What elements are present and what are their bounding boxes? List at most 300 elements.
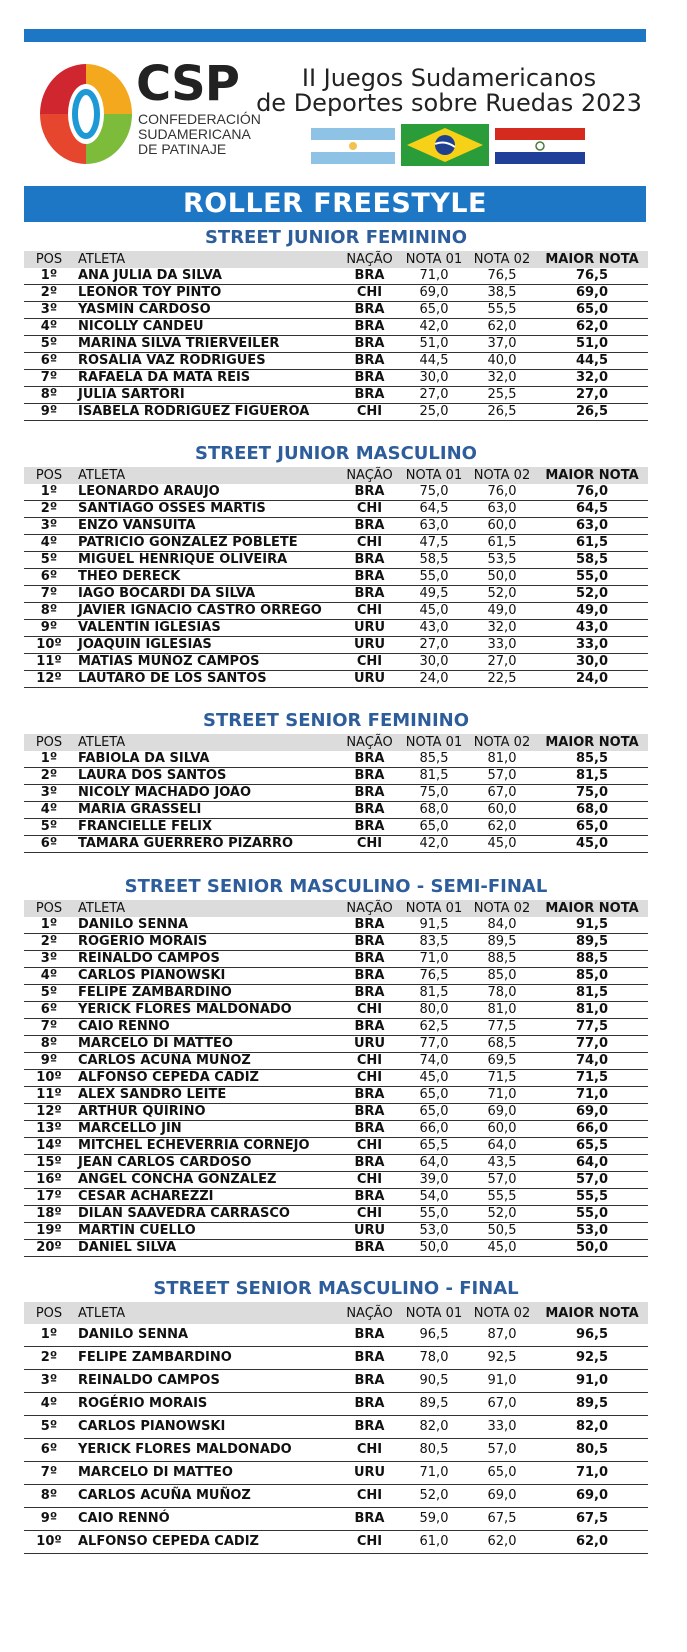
table-row — [24, 1189, 648, 1206]
score2-cell: 43,5 — [468, 1155, 536, 1172]
athlete-name-cell: PATRICIO GONZALEZ POBLETE — [74, 535, 339, 552]
results-table — [24, 734, 648, 853]
max-score-cell: 53,0 — [536, 1223, 648, 1240]
score1-cell: 59,0 — [400, 1508, 468, 1531]
athlete-name-cell: ROGÉRIO MORAIS — [74, 934, 339, 951]
position-cell: 8º — [24, 603, 74, 620]
max-score-cell: 66,0 — [536, 1121, 648, 1138]
position-cell: 3º — [24, 951, 74, 968]
athlete-name-cell: REINALDO CAMPOS — [74, 951, 339, 968]
header-score1: NOTA 01 — [405, 252, 463, 267]
score1-cell: 47,5 — [400, 535, 468, 552]
athlete-name-cell: CARLOS PIANOWSKI — [74, 1416, 339, 1439]
max-score-cell: 76,5 — [536, 268, 648, 285]
score2-cell: 55,5 — [468, 1189, 536, 1206]
paraguay-flag-icon — [495, 128, 585, 164]
nation-cell: BRA — [339, 934, 400, 951]
header-max-score: MAIOR NOTA — [545, 1305, 639, 1321]
position-cell: 10º — [24, 637, 74, 654]
header-score2: NOTA 02 — [473, 735, 531, 750]
position-cell: 2º — [24, 285, 74, 302]
score1-cell: 25,0 — [400, 404, 468, 421]
table-row — [24, 1036, 648, 1053]
nation-cell: CHI — [339, 1002, 400, 1019]
header-max-score: MAIOR NOTA — [545, 252, 639, 267]
athlete-name-cell: JOAQUIN IGLESIAS — [74, 637, 339, 654]
header-score2: NOTA 02 — [473, 468, 531, 483]
score2-cell: 81,0 — [468, 1002, 536, 1019]
max-score-cell: 71,0 — [536, 1087, 648, 1104]
nation-cell: BRA — [339, 1155, 400, 1172]
position-cell: 18º — [24, 1206, 74, 1223]
score2-cell: 33,0 — [468, 1416, 536, 1439]
max-score-cell: 67,5 — [536, 1508, 648, 1531]
position-cell: 4º — [24, 802, 74, 819]
nation-cell: BRA — [339, 336, 400, 353]
athlete-name-cell: CAIO RENNÓ — [74, 1019, 339, 1036]
score1-cell: 55,0 — [400, 1206, 468, 1223]
max-score-cell: 81,5 — [536, 768, 648, 785]
athlete-name-cell: FELIPE ZAMBARDINO — [74, 1347, 339, 1370]
score1-cell: 82,0 — [400, 1416, 468, 1439]
position-cell: 7º — [24, 1462, 74, 1485]
score2-cell: 32,0 — [468, 620, 536, 637]
table-row — [24, 1416, 648, 1439]
athlete-name-cell: MARCELLO JIN — [74, 1121, 339, 1138]
header-athlete: ATLETA — [78, 1305, 126, 1321]
nation-cell: BRA — [339, 917, 400, 934]
score2-cell: 55,5 — [468, 302, 536, 319]
athlete-name-cell: DANILO SENNA — [74, 917, 339, 934]
score2-cell: 91,0 — [468, 1370, 536, 1393]
category-title: STREET JUNIOR MASCULINO — [195, 443, 477, 464]
max-score-cell: 75,0 — [536, 785, 648, 802]
score1-cell: 55,0 — [400, 569, 468, 586]
table-row — [24, 671, 648, 688]
nation-cell: CHI — [339, 1053, 400, 1070]
table-row — [24, 985, 648, 1002]
athlete-name-cell: LAUTARO DE LOS SANTOS — [74, 671, 339, 688]
nation-cell: BRA — [339, 1240, 400, 1257]
score2-cell: 87,0 — [468, 1324, 536, 1347]
athlete-name-cell: MATIAS MUÑOZ CAMPOS — [74, 654, 339, 671]
nation-cell: CHI — [339, 285, 400, 302]
position-cell: 4º — [24, 319, 74, 336]
table-row — [24, 586, 648, 603]
score2-cell: 50,5 — [468, 1223, 536, 1240]
score1-cell: 81,5 — [400, 768, 468, 785]
header-athlete: ATLETA — [78, 468, 126, 483]
table-row — [24, 1439, 648, 1462]
position-cell: 6º — [24, 353, 74, 370]
header-athlete: ATLETA — [78, 901, 126, 916]
position-cell: 4º — [24, 1393, 74, 1416]
header-max-score: MAIOR NOTA — [545, 735, 639, 750]
csp-abbreviation: CSP — [136, 56, 239, 112]
position-cell: 12º — [24, 671, 74, 688]
athlete-name-cell: CARLOS PIANOWSKI — [74, 968, 339, 985]
score1-cell: 65,0 — [400, 1087, 468, 1104]
category-senior-masculino-final — [24, 1276, 648, 1554]
nation-cell: BRA — [339, 319, 400, 336]
athlete-name-cell: ARTHUR QUIRINO — [74, 1104, 339, 1121]
header-pos: POS — [35, 1305, 63, 1321]
score2-cell: 61,5 — [468, 535, 536, 552]
nation-cell: CHI — [339, 1206, 400, 1223]
position-cell: 12º — [24, 1104, 74, 1121]
nation-cell: BRA — [339, 785, 400, 802]
header-nation: NAÇÃO — [346, 735, 393, 750]
table-row — [24, 552, 648, 569]
position-cell: 9º — [24, 404, 74, 421]
nation-cell: BRA — [339, 518, 400, 535]
nation-cell: BRA — [339, 484, 400, 501]
csp-logo-icon — [36, 58, 136, 166]
score2-cell: 22,5 — [468, 671, 536, 688]
score1-cell: 71,0 — [400, 1462, 468, 1485]
event-header — [24, 50, 646, 170]
header-score2: NOTA 02 — [473, 252, 531, 267]
nation-cell: BRA — [339, 1508, 400, 1531]
position-cell: 13º — [24, 1121, 74, 1138]
table-row — [24, 1172, 648, 1189]
max-score-cell: 24,0 — [536, 671, 648, 688]
header-athlete: ATLETA — [78, 735, 126, 750]
nation-cell: CHI — [339, 603, 400, 620]
position-cell: 2º — [24, 501, 74, 518]
score2-cell: 45,0 — [468, 1240, 536, 1257]
table-header-row — [24, 1302, 648, 1324]
athlete-name-cell: MITCHEL ECHEVERRIA CORNEJO — [74, 1138, 339, 1155]
category-title: STREET SENIOR FEMININO — [202, 710, 470, 731]
max-score-cell: 30,0 — [536, 654, 648, 671]
score2-cell: 89,5 — [468, 934, 536, 951]
position-cell: 16º — [24, 1172, 74, 1189]
score2-cell: 60,0 — [468, 518, 536, 535]
nation-cell: BRA — [339, 802, 400, 819]
table-row — [24, 836, 648, 853]
athlete-name-cell: CESAR ACHAREZZI — [74, 1189, 339, 1206]
nation-cell: BRA — [339, 968, 400, 985]
header-score2: NOTA 02 — [473, 1305, 531, 1321]
table-row — [24, 518, 648, 535]
table-row — [24, 802, 648, 819]
athlete-name-cell: JEAN CARLOS CARDOSO — [74, 1155, 339, 1172]
position-cell: 10º — [24, 1531, 74, 1554]
score1-cell: 68,0 — [400, 802, 468, 819]
header-pos: POS — [35, 901, 63, 916]
nation-cell: CHI — [339, 1070, 400, 1087]
max-score-cell: 57,0 — [536, 1172, 648, 1189]
score2-cell: 57,0 — [468, 1439, 536, 1462]
athlete-name-cell: RAFAELA DA MATA REIS — [74, 370, 339, 387]
nation-cell: URU — [339, 1036, 400, 1053]
athlete-name-cell: ALFONSO CEPEDA CADIZ — [74, 1070, 339, 1087]
athlete-name-cell: YERICK FLORES MALDONADO — [74, 1439, 339, 1462]
score1-cell: 74,0 — [400, 1053, 468, 1070]
category-junior-masculino — [24, 441, 648, 688]
position-cell: 1º — [24, 484, 74, 501]
table-row — [24, 1393, 648, 1416]
score2-cell: 38,5 — [468, 285, 536, 302]
max-score-cell: 81,0 — [536, 1002, 648, 1019]
nation-cell: URU — [339, 1223, 400, 1240]
score1-cell: 65,5 — [400, 1138, 468, 1155]
score2-cell: 49,0 — [468, 603, 536, 620]
max-score-cell: 77,0 — [536, 1036, 648, 1053]
position-cell: 2º — [24, 934, 74, 951]
table-header-row — [24, 900, 648, 917]
table-row — [24, 1087, 648, 1104]
table-row — [24, 501, 648, 518]
score1-cell: 65,0 — [400, 302, 468, 319]
athlete-name-cell: DANILO SENNA — [74, 1324, 339, 1347]
score2-cell: 64,0 — [468, 1138, 536, 1155]
header-nation: NAÇÃO — [346, 1305, 393, 1321]
athlete-name-cell: ISABELA RODRIGUEZ FIGUEROA — [74, 404, 339, 421]
score1-cell: 27,0 — [400, 637, 468, 654]
athlete-name-cell: NICOLLY CANDEU — [74, 319, 339, 336]
table-row — [24, 1508, 648, 1531]
category-title: STREET JUNIOR FEMININO — [204, 227, 468, 248]
nation-cell: BRA — [339, 819, 400, 836]
table-row — [24, 370, 648, 387]
category-title: STREET SENIOR MASCULINO - FINAL — [153, 1278, 519, 1299]
table-row — [24, 1019, 648, 1036]
score2-cell: 50,0 — [468, 569, 536, 586]
header-max-score: MAIOR NOTA — [545, 468, 639, 483]
max-score-cell: 91,5 — [536, 917, 648, 934]
score1-cell: 69,0 — [400, 285, 468, 302]
table-row — [24, 484, 648, 501]
nation-cell: CHI — [339, 501, 400, 518]
max-score-cell: 65,0 — [536, 819, 648, 836]
position-cell: 1º — [24, 917, 74, 934]
score1-cell: 30,0 — [400, 654, 468, 671]
athlete-name-cell: SANTIAGO OSSES MARTIS — [74, 501, 339, 518]
header-pos: POS — [35, 252, 63, 267]
table-row — [24, 751, 648, 768]
table-row — [24, 1531, 648, 1554]
athlete-name-cell: ALEX SANDRO LEITE — [74, 1087, 339, 1104]
athlete-name-cell: MARTIN CUELLO — [74, 1223, 339, 1240]
header-score1: NOTA 01 — [405, 468, 463, 483]
table-row — [24, 934, 648, 951]
position-cell: 5º — [24, 1416, 74, 1439]
athlete-name-cell: CAIO RENNÓ — [74, 1508, 339, 1531]
confederation-name: CONFEDERACIÓN SUDAMERICANA DE PATINAJE — [138, 111, 261, 157]
athlete-name-cell: LEONARDO ARAÚJO — [74, 484, 339, 501]
athlete-name-cell: FELIPE ZAMBARDINO — [74, 985, 339, 1002]
max-score-cell: 64,0 — [536, 1155, 648, 1172]
score1-cell: 49,5 — [400, 586, 468, 603]
max-score-cell: 49,0 — [536, 603, 648, 620]
position-cell: 3º — [24, 302, 74, 319]
nation-cell: URU — [339, 1462, 400, 1485]
score2-cell: 57,0 — [468, 768, 536, 785]
score2-cell: 63,0 — [468, 501, 536, 518]
athlete-name-cell: REINALDO CAMPOS — [74, 1370, 339, 1393]
position-cell: 5º — [24, 552, 74, 569]
position-cell: 6º — [24, 569, 74, 586]
position-cell: 15º — [24, 1155, 74, 1172]
header-score1: NOTA 01 — [405, 1305, 463, 1321]
nation-cell: BRA — [339, 1347, 400, 1370]
table-row — [24, 768, 648, 785]
position-cell: 9º — [24, 620, 74, 637]
header-max-score: MAIOR NOTA — [545, 901, 639, 916]
table-row — [24, 785, 648, 802]
athlete-name-cell: CARLOS ACUÑA MUÑOZ — [74, 1485, 339, 1508]
position-cell: 8º — [24, 1485, 74, 1508]
score1-cell: 30,0 — [400, 370, 468, 387]
nation-cell: BRA — [339, 985, 400, 1002]
nation-cell: CHI — [339, 654, 400, 671]
score1-cell: 44,5 — [400, 353, 468, 370]
max-score-cell: 27,0 — [536, 387, 648, 404]
header-nation: NAÇÃO — [346, 901, 393, 916]
position-cell: 14º — [24, 1138, 74, 1155]
score1-cell: 80,5 — [400, 1439, 468, 1462]
nation-cell: BRA — [339, 302, 400, 319]
score1-cell: 53,0 — [400, 1223, 468, 1240]
table-row — [24, 1002, 648, 1019]
score1-cell: 39,0 — [400, 1172, 468, 1189]
score2-cell: 76,5 — [468, 268, 536, 285]
athlete-name-cell: LEONOR TOY PINTO — [74, 285, 339, 302]
table-row — [24, 404, 648, 421]
position-cell: 11º — [24, 654, 74, 671]
header-score1: NOTA 01 — [405, 901, 463, 916]
header-score2: NOTA 02 — [473, 901, 531, 916]
score2-cell: 84,0 — [468, 917, 536, 934]
athlete-name-cell: ENZO VANSUITA — [74, 518, 339, 535]
position-cell: 3º — [24, 785, 74, 802]
table-row — [24, 603, 648, 620]
table-row — [24, 387, 648, 404]
position-cell: 2º — [24, 1347, 74, 1370]
table-row — [24, 968, 648, 985]
position-cell: 3º — [24, 518, 74, 535]
score1-cell: 42,0 — [400, 836, 468, 853]
score1-cell: 24,0 — [400, 671, 468, 688]
table-row — [24, 620, 648, 637]
score2-cell: 92,5 — [468, 1347, 536, 1370]
score1-cell: 50,0 — [400, 1240, 468, 1257]
athlete-name-cell: ROSÁLIA VAZ RODRIGUES — [74, 353, 339, 370]
max-score-cell: 80,5 — [536, 1439, 648, 1462]
max-score-cell: 85,5 — [536, 751, 648, 768]
nation-cell: CHI — [339, 836, 400, 853]
score1-cell: 45,0 — [400, 603, 468, 620]
max-score-cell: 64,5 — [536, 501, 648, 518]
max-score-cell: 55,0 — [536, 1206, 648, 1223]
table-row — [24, 1206, 648, 1223]
score1-cell: 80,0 — [400, 1002, 468, 1019]
table-row — [24, 637, 648, 654]
position-cell: 2º — [24, 768, 74, 785]
table-row — [24, 268, 648, 285]
score1-cell: 81,5 — [400, 985, 468, 1002]
score2-cell: 76,0 — [468, 484, 536, 501]
athlete-name-cell: ANGEL CONCHA GONZALEZ — [74, 1172, 339, 1189]
header-score1: NOTA 01 — [405, 735, 463, 750]
nation-cell: CHI — [339, 1439, 400, 1462]
score2-cell: 67,0 — [468, 1393, 536, 1416]
score2-cell: 37,0 — [468, 336, 536, 353]
athlete-name-cell: YERICK FLORES MALDONADO — [74, 1002, 339, 1019]
score2-cell: 81,0 — [468, 751, 536, 768]
position-cell: 1º — [24, 268, 74, 285]
table-row — [24, 319, 648, 336]
table-row — [24, 353, 648, 370]
score2-cell: 69,0 — [468, 1485, 536, 1508]
category-senior-feminino — [24, 708, 648, 853]
score2-cell: 40,0 — [468, 353, 536, 370]
score2-cell: 77,5 — [468, 1019, 536, 1036]
max-score-cell: 96,5 — [536, 1324, 648, 1347]
header-pos: POS — [35, 468, 63, 483]
table-row — [24, 535, 648, 552]
score1-cell: 85,5 — [400, 751, 468, 768]
position-cell: 8º — [24, 387, 74, 404]
max-score-cell: 62,0 — [536, 319, 648, 336]
nation-cell: BRA — [339, 768, 400, 785]
score1-cell: 71,0 — [400, 268, 468, 285]
max-score-cell: 50,0 — [536, 1240, 648, 1257]
header-athlete: ATLETA — [78, 252, 126, 267]
athlete-name-cell: ROGÉRIO MORAIS — [74, 1393, 339, 1416]
max-score-cell: 71,0 — [536, 1462, 648, 1485]
table-row — [24, 1053, 648, 1070]
score2-cell: 65,0 — [468, 1462, 536, 1485]
nation-cell: URU — [339, 671, 400, 688]
score2-cell: 69,0 — [468, 1104, 536, 1121]
table-row — [24, 1324, 648, 1347]
position-cell: 4º — [24, 535, 74, 552]
athlete-name-cell: MIGUEL HENRIQUE OLIVEIRA — [74, 552, 339, 569]
table-header-row — [24, 251, 648, 268]
max-score-cell: 44,5 — [536, 353, 648, 370]
table-row — [24, 1104, 648, 1121]
nation-cell: BRA — [339, 353, 400, 370]
max-score-cell: 85,0 — [536, 968, 648, 985]
score1-cell: 89,5 — [400, 1393, 468, 1416]
score2-cell: 62,0 — [468, 819, 536, 836]
max-score-cell: 43,0 — [536, 620, 648, 637]
max-score-cell: 58,5 — [536, 552, 648, 569]
table-row — [24, 951, 648, 968]
score1-cell: 63,0 — [400, 518, 468, 535]
score2-cell: 52,0 — [468, 586, 536, 603]
table-header-row — [24, 734, 648, 751]
score2-cell: 62,0 — [468, 319, 536, 336]
athlete-name-cell: MARCELO DI MATTEO — [74, 1036, 339, 1053]
score2-cell: 60,0 — [468, 802, 536, 819]
athlete-name-cell: THÉO DERECK — [74, 569, 339, 586]
brazil-flag-icon — [401, 124, 489, 166]
nation-cell: BRA — [339, 951, 400, 968]
max-score-cell: 32,0 — [536, 370, 648, 387]
score1-cell: 51,0 — [400, 336, 468, 353]
score2-cell: 69,5 — [468, 1053, 536, 1070]
position-cell: 5º — [24, 336, 74, 353]
max-score-cell: 71,5 — [536, 1070, 648, 1087]
athlete-name-cell: DANIEL SILVA — [74, 1240, 339, 1257]
score1-cell: 75,0 — [400, 785, 468, 802]
position-cell: 5º — [24, 985, 74, 1002]
table-row — [24, 654, 648, 671]
